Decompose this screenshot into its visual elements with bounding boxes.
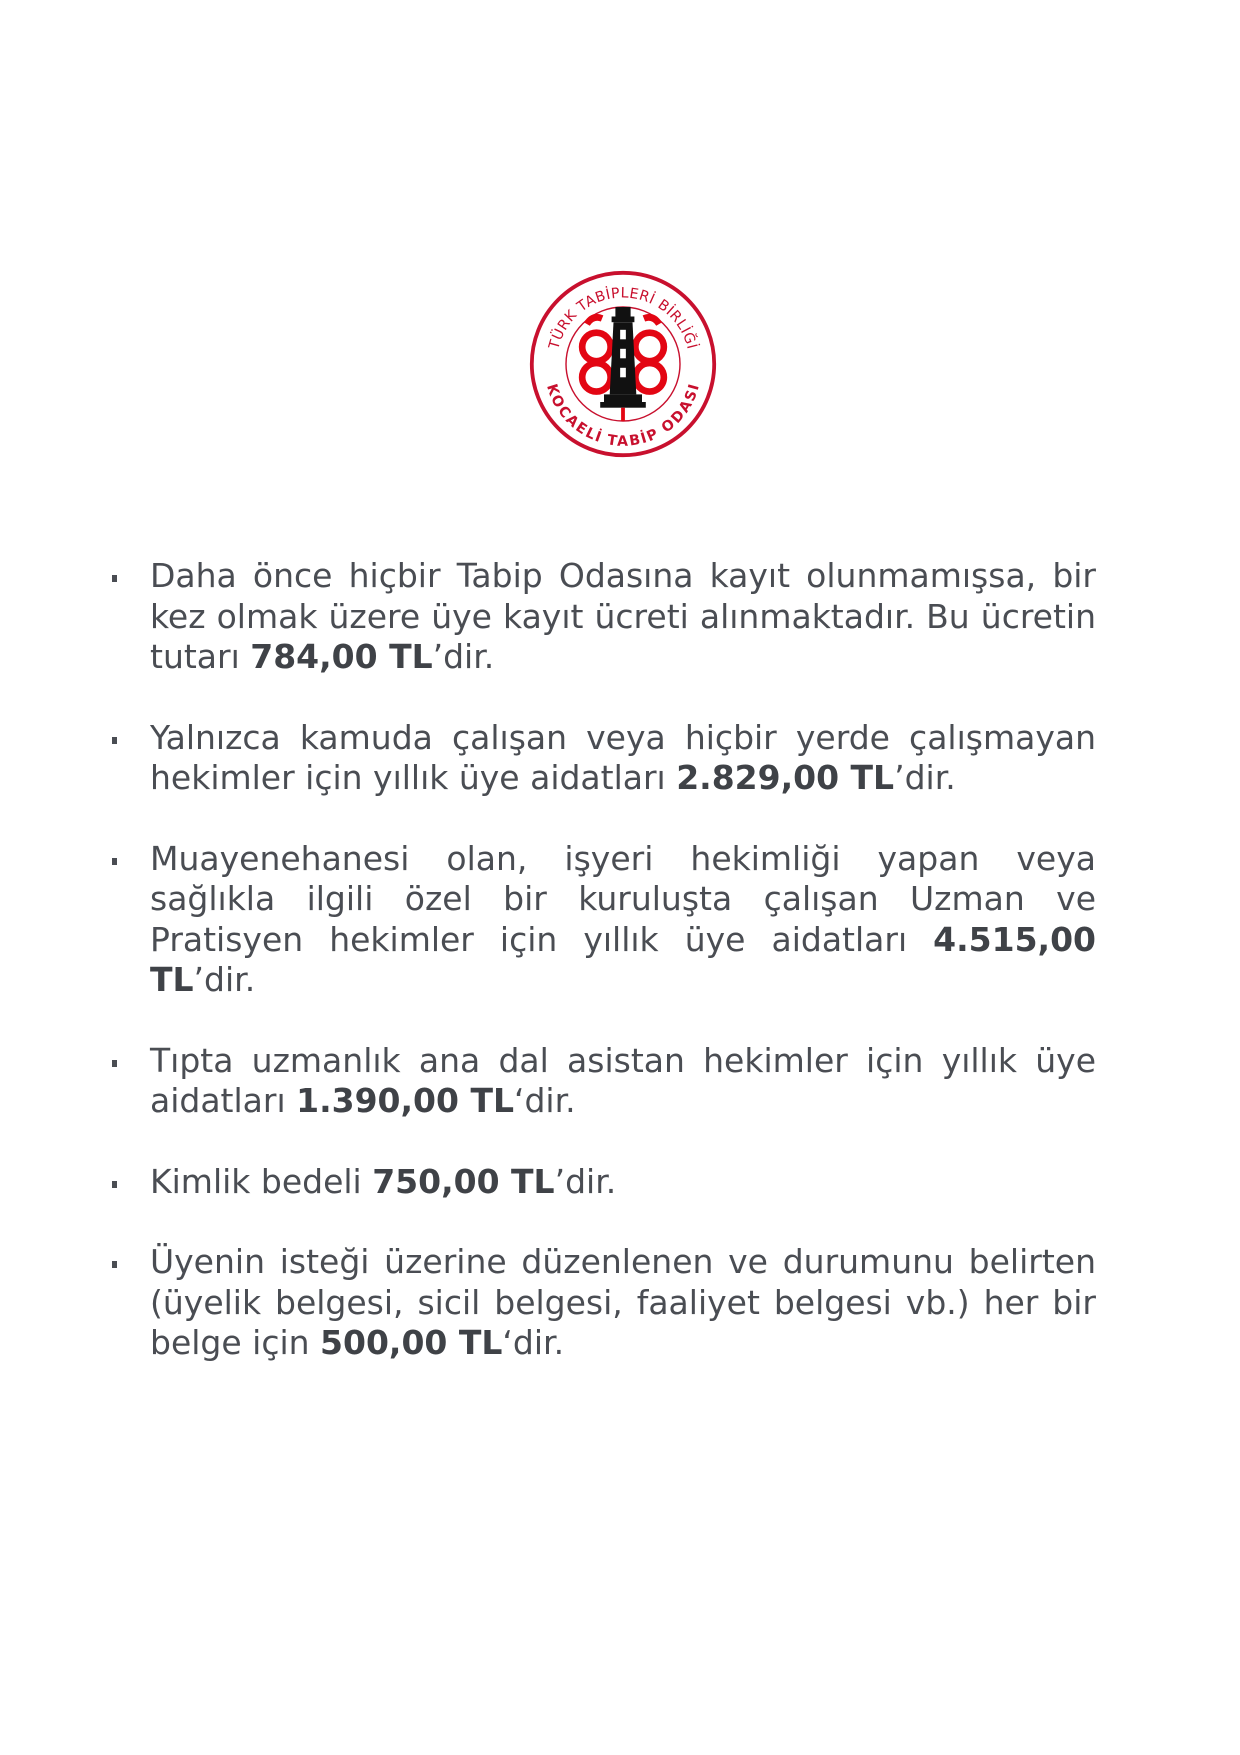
list-item-registration-fee bbox=[110, 556, 1096, 678]
bullet-icon bbox=[112, 1060, 117, 1067]
list-item-private-dues bbox=[110, 839, 1096, 1001]
kocaeli-tabip-odasi-logo bbox=[528, 269, 718, 459]
logo-bottom-text: KOCAELİ TABİP ODASI bbox=[543, 382, 703, 450]
item-text: Üyenin isteği üzerine düzenlenen ve durumunu belirten (üyelik belgesi, sicil belgesi, faaliyet belgesi vb.) her bir belge için bbox=[150, 1242, 1096, 1362]
list-item-id-card-fee bbox=[110, 1162, 1096, 1203]
item-suffix: ‘dir. bbox=[502, 1323, 565, 1362]
list-item-document-fee bbox=[110, 1242, 1096, 1364]
item-amount: 784,00 TL bbox=[250, 637, 433, 676]
item-amount: 1.390,00 TL bbox=[296, 1081, 514, 1120]
bullet-icon bbox=[112, 575, 117, 582]
item-suffix: ’dir. bbox=[894, 758, 956, 797]
bullet-icon bbox=[112, 858, 117, 865]
logo-emblem-icon bbox=[528, 269, 718, 459]
item-text: Muayenehanesi olan, işyeri hekimliği yapan veya sağlıkla ilgili özel bir kuruluşta çalışan Uzman ve Pratisyen hekimler için yıllık üye aidatları bbox=[150, 838, 1096, 959]
bullet-icon bbox=[112, 1181, 117, 1188]
item-suffix: ’dir. bbox=[554, 1161, 617, 1201]
list-item-resident-dues bbox=[110, 1041, 1096, 1122]
item-amount: 4.515,00 TL bbox=[150, 919, 1096, 999]
item-amount: 750,00 TL bbox=[372, 1161, 555, 1201]
item-amount: 500,00 TL bbox=[320, 1323, 503, 1362]
item-suffix: ’dir. bbox=[432, 637, 495, 676]
list-item-public-dues bbox=[110, 718, 1096, 799]
item-text: Tıpta uzmanlık ana dal asistan hekimler için yıllık üye aidatları bbox=[150, 1040, 1096, 1120]
bullet-icon bbox=[112, 737, 117, 744]
item-text: Kimlik bedeli bbox=[150, 1161, 373, 1201]
item-suffix: ’dir. bbox=[193, 960, 256, 999]
item-text: Yalnızca kamuda çalışan veya hiçbir yerde çalışmayan hekimler için yıllık üye aidatları bbox=[150, 717, 1096, 797]
item-suffix: ‘dir. bbox=[514, 1081, 576, 1120]
fee-list bbox=[110, 556, 1096, 1404]
logo-top-text: TÜRK TABİPLERİ BİRLİĞİ bbox=[546, 285, 700, 352]
bullet-icon bbox=[112, 1261, 117, 1268]
item-text: Daha önce hiçbir Tabip Odasına kayıt olunmamışsa, bir kez olmak üzere üye kayıt ücreti alınmaktadır. Bu ücretin tutarı bbox=[150, 556, 1096, 676]
item-amount: 2.829,00 TL bbox=[676, 758, 895, 797]
